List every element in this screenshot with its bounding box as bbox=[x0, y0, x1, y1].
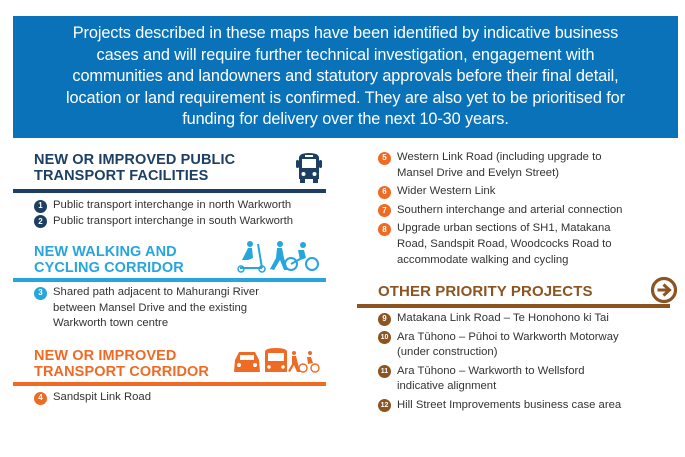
car-bus-walk-bike-icon bbox=[232, 348, 320, 381]
title-line: NEW OR IMPROVED bbox=[34, 348, 177, 364]
number-badge: 5 bbox=[378, 152, 391, 165]
section-title bbox=[34, 150, 326, 184]
list-item bbox=[34, 390, 334, 406]
item-text-line: Upgrade urban sections of SH1, Matakana bbox=[397, 222, 611, 235]
bus-icon bbox=[294, 152, 324, 189]
banner-line: cases and will require further technical investigation, engagement with bbox=[96, 45, 595, 64]
list-item bbox=[378, 311, 678, 327]
item-text: Hill Street Improvements business case area bbox=[397, 398, 622, 411]
item-text: Matakana Link Road – Te Honohono ki Tai bbox=[397, 312, 609, 324]
banner-line: Projects described in these maps have been identified by indicative business bbox=[72, 24, 619, 42]
section-title: OTHER PRIORITY PROJECTS bbox=[378, 283, 593, 300]
title-line: TRANSPORT FACILITIES bbox=[34, 167, 209, 184]
item-text-line: Road, Sandspit Road, Woodcocks Road to bbox=[397, 237, 612, 250]
list-item bbox=[34, 285, 334, 332]
item-text-line: (under construction) bbox=[397, 346, 498, 359]
item-text-line: between Mansel Drive and the existing bbox=[53, 301, 248, 314]
number-badge: 4 bbox=[34, 392, 47, 405]
item-text: Public transport interchange in north Warkworth bbox=[53, 199, 292, 211]
list-item bbox=[378, 330, 678, 361]
item-text: Public transport interchange in south Warkworth bbox=[53, 214, 294, 227]
item-text bbox=[397, 150, 678, 181]
list-item bbox=[34, 198, 334, 214]
number-badge: 2 bbox=[34, 215, 47, 228]
section-public-transport bbox=[34, 150, 326, 236]
section-divider bbox=[13, 189, 326, 193]
item-text-line: Ara Tūhono – Warkworth to Wellsford bbox=[397, 364, 585, 377]
item-text bbox=[53, 285, 334, 332]
item-text-line: accommodate walking and cycling bbox=[397, 253, 569, 266]
item-text: Wider Western Link bbox=[397, 185, 496, 198]
number-badge: 9 bbox=[378, 313, 391, 326]
list-item bbox=[34, 214, 334, 230]
section-walking-cycling bbox=[34, 236, 326, 336]
section-transport-corridor bbox=[34, 336, 326, 416]
item-text-line: Shared path adjacent to Mahurangi River bbox=[53, 286, 259, 298]
item-text-line: Mansel Drive and Evelyn Street) bbox=[397, 166, 559, 179]
number-badge: 1 bbox=[34, 200, 47, 213]
disclaimer-banner bbox=[13, 16, 678, 138]
list-item bbox=[378, 184, 678, 200]
number-badge: 12 bbox=[378, 399, 391, 412]
number-badge: 7 bbox=[378, 204, 391, 217]
section-divider bbox=[13, 382, 326, 386]
item-text-line: Ara Tūhono – Pūhoi to Warkworth Motorway bbox=[397, 330, 619, 343]
title-line: NEW OR IMPROVED PUBLIC bbox=[34, 152, 236, 168]
item-text: Sandspit Link Road bbox=[53, 391, 151, 403]
banner-line: communities and landowners and statutory approvals before their final detail, bbox=[72, 67, 619, 85]
banner-line: funding for delivery over the next 10-30 years. bbox=[182, 110, 509, 128]
number-badge: 3 bbox=[34, 287, 47, 300]
left-column bbox=[34, 150, 326, 416]
title-line: CYCLING CORRIDOR bbox=[34, 259, 184, 276]
number-badge: 8 bbox=[378, 223, 391, 236]
item-text-line: Warkworth town centre bbox=[53, 317, 169, 330]
list-item bbox=[378, 203, 678, 219]
list-item bbox=[378, 221, 678, 268]
title-line: TRANSPORT CORRIDOR bbox=[34, 363, 209, 380]
item-text: Southern interchange and arterial connection bbox=[397, 203, 623, 216]
list-item bbox=[378, 364, 678, 395]
item-text-line: indicative alignment bbox=[397, 380, 497, 393]
title-line: NEW WALKING AND bbox=[34, 244, 177, 260]
section-divider bbox=[13, 278, 326, 282]
number-badge: 6 bbox=[378, 186, 391, 199]
section-other-priority bbox=[378, 272, 678, 411]
list-item bbox=[378, 150, 678, 181]
number-badge: 11 bbox=[378, 365, 391, 378]
number-badge: 10 bbox=[378, 331, 391, 344]
list-item bbox=[378, 398, 678, 414]
banner-line: location or land requirement is confirmed. They are also yet to be prioritised for bbox=[66, 88, 625, 107]
section-divider bbox=[357, 304, 670, 308]
item-text-line: Western Link Road (including upgrade to bbox=[397, 151, 602, 163]
item-text bbox=[397, 330, 678, 361]
item-text bbox=[397, 221, 678, 268]
scooter-walk-bike-icon bbox=[236, 240, 320, 279]
item-text bbox=[397, 364, 678, 395]
